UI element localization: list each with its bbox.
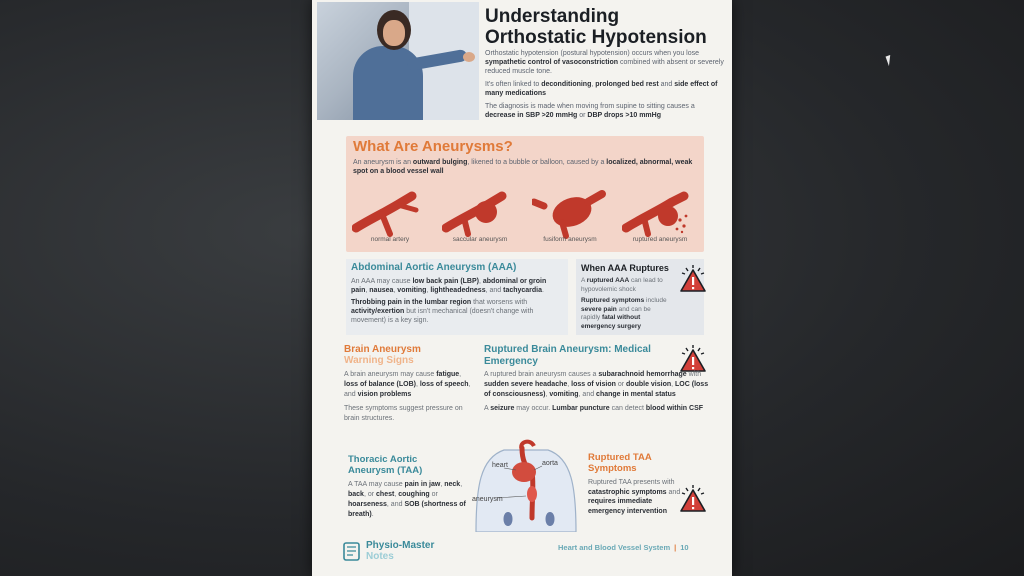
aaa-section: [346, 259, 568, 335]
brain-aneurysm-text: A brain aneurysm may cause fatigue, loss of balance (LOB), loss of speech, and vision problems These symptoms suggest pressure on brain structures.: [344, 371, 471, 422]
fusiform-aneurysm-illustration: [532, 188, 608, 240]
woman-dizzy-photo: [317, 2, 479, 120]
ruptured-aneurysm-label: ruptured aneurysm: [632, 236, 688, 243]
ruptured-aneurysm-illustration: [622, 188, 698, 240]
footer-separator: |: [674, 543, 677, 552]
aneurysm-label: aneurysm: [472, 496, 503, 503]
ruptured-taa-text: Ruptured TAA presents with catastrophic symptoms and requires immediate emergency intervention: [588, 479, 681, 515]
page-title: Understanding Orthostatic Hypotension: [485, 6, 707, 48]
thoracic-aneurysm-heading: Thoracic Aortic Aneurysm (TAA): [348, 454, 423, 476]
brand-name: Physio-Master Notes: [366, 540, 435, 562]
section-name: Heart and Blood Vessel System: [558, 543, 671, 552]
aaa-rupture-heading: When AAA Ruptures: [581, 263, 669, 273]
fusiform-aneurysm-label: fusiform aneurysm: [543, 236, 597, 243]
saccular-aneurysm-illustration: [442, 188, 518, 240]
saccular-aneurysm-label: saccular aneurysm: [452, 236, 508, 243]
intro-text: Orthostatic hypotension (postural hypotension) occurs when you lose sympathetic control of vasoconstriction combined with absent or severely reduced muscle tone. It's often linked to deconditioning, prolonged bed rest and side effect of many medications The diagnosis is made when moving from supine to sitting causes a decrease in SBP >20 mmHg or DBP drops >10 mmHg: [485, 50, 724, 119]
torso-heart-diagram: [470, 438, 582, 532]
aneurysm-description: An aneurysm is an outward bulging, likened to a bubble or balloon, caused by a localized, abnormal, weak spot on a blood vessel wall: [353, 159, 693, 175]
normal-artery-label: normal artery: [370, 236, 410, 243]
aaa-text: An AAA may cause low back pain (LBP), abdominal or groin pain, nausea, vomiting, lightheadedness, and tachycardia. Throbbing pain in the lumbar region that worsens with activity/exertion but isn't mechanical (doesn't change with movement) is a key sign.: [351, 278, 547, 324]
aorta-label: aorta: [542, 460, 558, 467]
book-logo-icon: [342, 540, 362, 562]
mouse-cursor-icon: [886, 54, 897, 66]
aaa-rupture-text: A ruptured AAA can lead to hypovolemic shock Ruptured symptoms include severe pain and can be rapidly fatal without emergency surgery: [581, 277, 667, 330]
page-number: 10: [680, 543, 689, 552]
ruptured-taa-heading: Ruptured TAA Symptoms: [588, 452, 652, 474]
warning-icon: [678, 484, 708, 514]
ruptured-brain-aneurysm-text: A ruptured brain aneurysm causes a subarachnoid hemorrhage with sudden severe headache, loss of vision or double vision, LOC (loss of consciousness), vomiting, and change in mental status A seizure may occur. Lumbar puncture can detect blood within CSF: [484, 371, 709, 412]
ruptured-brain-aneurysm-heading: Ruptured Brain Aneurysm: Medical Emergency: [484, 344, 651, 367]
page-footer: [558, 543, 689, 552]
document-page: [312, 0, 732, 576]
aaa-heading: Abdominal Aortic Aneurysm (AAA): [351, 262, 517, 273]
heart-label: heart: [492, 462, 508, 469]
thoracic-aneurysm-text: A TAA may cause pain in jaw, neck, back, or chest, coughing or hoarseness, and SOB (shortness of breath).: [348, 481, 466, 518]
what-are-aneurysms-section: [346, 136, 704, 252]
warning-icon: [678, 264, 708, 294]
brain-aneurysm-heading: Brain Aneurysm Warning Signs: [344, 344, 421, 366]
aneurysm-heading: What Are Aneurysms?: [353, 138, 513, 155]
normal-artery-illustration: [352, 188, 428, 240]
